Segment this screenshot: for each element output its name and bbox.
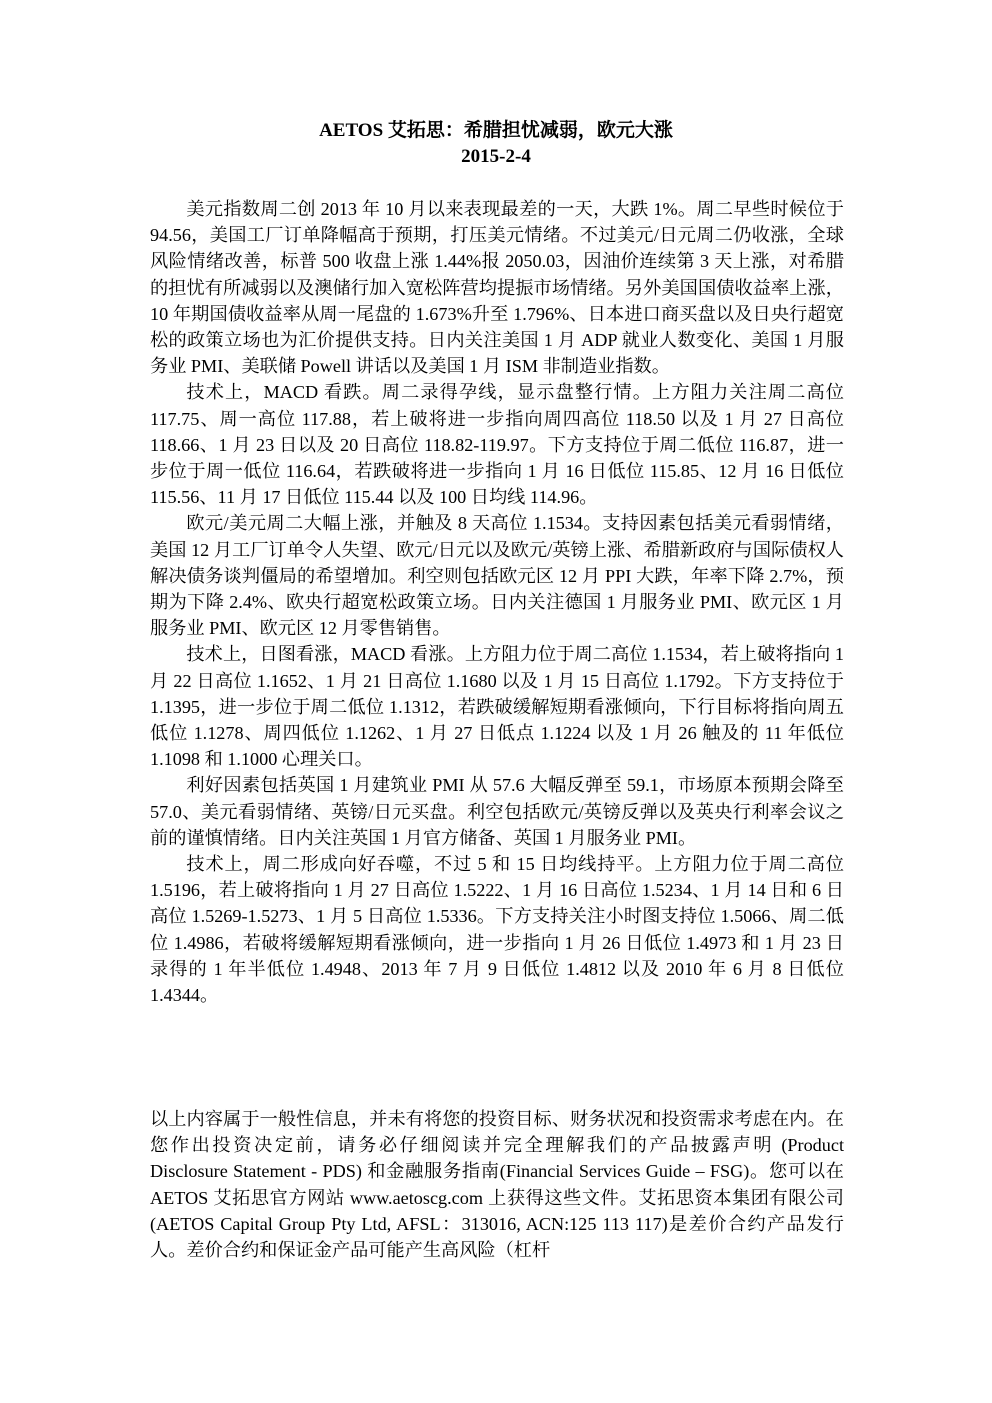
- paragraph-gbp-factors: 利好因素包括英国 1 月建筑业 PMI 从 57.6 大幅反弹至 59.1，市场原本预期会降至 57.0、美元看弱情绪、英镑/日元买盘。利空包括欧元/英镑反弹以及英央行利率会议之前的谨慎情绪。日内关注英国 1 月官方储备、英国 1 月服务业 PMI。: [150, 775, 844, 848]
- paragraph-usdjpy-technical: 技术上，MACD 看跌。周二录得孕线，显示盘整行情。上方阻力关注周二高位 117.75、周一高位 117.88，若上破将进一步指向周四高位 118.50 以及 1 月 27 日高位 118.66、1 月 23 日以及 20 日高位 118.82-119.97。下方支持位于周二低位 116.87，进一步位于周一低位 116.64，若跌破将进一步指向 1 月 16 日低位 115.85、12 月 16 日低位 115.56、11 月 17 日低位 115.44 以及 100 日均线 114.96。: [150, 382, 844, 508]
- document-title: AETOS 艾拓思：希腊担忧减弱，欧元大涨: [319, 120, 673, 141]
- disclaimer-text: 以上内容属于一般性信息，并未有将您的投资目标、财务状况和投资需求考虑在内。在您作出投资决定前，请务必仔细阅读并完全理解我们的产品披露声明 (Product Disclosure Statement - PDS) 和金融服务指南(Financial Services Guide – FSG)。您可以在 AETOS 艾拓思官方网站 www.aetoscg.com 上获得这些文件。艾拓思资本集团有限公司(AETOS Capital Group Pty Ltd, AFSL：313016, ACN:125 113 117)是差价合约产品发行人。差价合约和保证金产品可能产生高风险（杠杆: [150, 1109, 844, 1261]
- article-body: [150, 196, 844, 1008]
- paragraph-eurusd-technical: 技术上，日图看涨，MACD 看涨。上方阻力位于周二高位 1.1534，若上破将指向 1 月 22 日高位 1.1652、1 月 21 日高位 1.1680 以及 1 月 15 日高位 1.1792。下方支持位于 1.1395，进一步位于周二低位 1.1312，若跌破缓解短期看涨倾向，下行目标将指向周五低位 1.1278、周四低位 1.1262、1 月 27 日低点 1.1224 以及 1 月 26 触及的 11 年低位 1.1098 和 1.1000 心理关口。: [150, 644, 844, 770]
- paragraph-eurusd: 欧元/美元周二大幅上涨，并触及 8 天高位 1.1534。支持因素包括美元看弱情绪，美国 12 月工厂订单令人失望、欧元/日元以及欧元/英镑上涨、希腊新政府与国际债权人解决债务谈判僵局的希望增加。利空则包括欧元区 12 月 PPI 大跌，年率下降 2.7%，预期为下降 2.4%、欧央行超宽松政策立场。日内关注德国 1 月服务业 PMI、欧元区 1 月服务业 PMI、欧元区 12 月零售销售。: [150, 513, 844, 639]
- paragraph-usd-index: 美元指数周二创 2013 年 10 月以来表现最差的一天，大跌 1%。周二早些时候位于 94.56，美国工厂订单降幅高于预期，打压美元情绪。不过美元/日元周二仍收涨，全球风险情绪改善，标普 500 收盘上涨 1.44%报 2050.03，因油价连续第 3 天上涨，对希腊的担忧有所减弱以及澳储行加入宽松阵营均提振市场情绪。另外美国国债收益率上涨，10 年期国债收益率从周一尾盘的 1.673%升至 1.796%、日本进口商买盘以及日央行超宽松的政策立场也为汇价提供支持。日内关注美国 1 月 ADP 就业人数变化、美国 1 月服务业 PMI、美联储 Powell 讲话以及美国 1 月 ISM 非制造业指数。: [150, 199, 844, 377]
- paragraph-gbpusd-technical: 技术上，周二形成向好吞噬，不过 5 和 15 日均线持平。上方阻力位于周二高位 1.5196，若上破将指向 1 月 27 日高位 1.5222、1 月 16 日高位 1.5234、1 月 14 日和 6 日高位 1.5269-1.5273、1 月 5 日高位 1.5336。下方支持关注小时图支持位 1.5066、周二低位 1.4986，若破将缓解短期看涨倾向，进一步指向 1 月 26 日低位 1.4973 和 1 月 23 日录得的 1 年半低位 1.4948、2013 年 7 月 9 日低位 1.4812 以及 2010 年 6 月 8 日低位 1.4344。: [150, 854, 844, 1006]
- document-header: [150, 118, 842, 170]
- document-date: 2015-2-4: [461, 146, 531, 167]
